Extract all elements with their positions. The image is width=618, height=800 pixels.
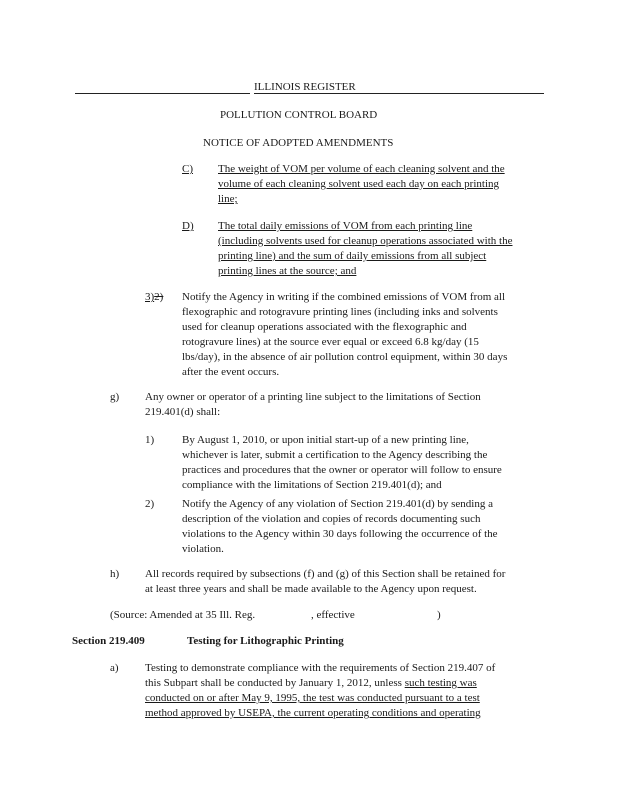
item-a-line-2 [145, 676, 477, 692]
register-title: ILLINOIS REGISTER [254, 81, 356, 93]
item-d-line-2: (including solvents used for cleanup operations associated with the [218, 235, 513, 247]
board-title: POLLUTION CONTROL BOARD [220, 109, 378, 121]
item-c-label: C) [182, 163, 193, 175]
item-3-line-4: rotogravure lines) at the source ever equal or exceed 6.8 kg/day (15 [182, 336, 479, 348]
item-3-line-3: used for cleanup operations associated with the flexographic and [182, 321, 467, 333]
item-d-line-3: printing line) and the sum of daily emissions from all subject [218, 250, 487, 262]
item-c-line-3: line; [218, 193, 238, 205]
item-a-line-3: conducted on or after May 9, 1995, the test was conducted pursuant to a test [145, 692, 480, 704]
item-3-label [145, 290, 163, 306]
item-g-line-1: Any owner or operator of a printing line subject to the limitations of Section [145, 391, 481, 403]
item-a-line-1: Testing to demonstrate compliance with the requirements of Section 219.407 of [145, 662, 496, 674]
section-title: Testing for Lithographic Printing [187, 635, 344, 647]
item-h-label: h) [110, 568, 120, 580]
section-number: Section 219.409 [72, 635, 145, 647]
item-h-line-1: All records required by subsections (f) and (g) of this Section shall be retained for [145, 568, 506, 580]
item-3-line-5: lbs/day), in the absence of air pollution control equipment, within 30 days [182, 351, 508, 363]
item-g1-line-3: practices and procedures that the owner or operator will follow to ensure [182, 464, 502, 476]
item-3-line-1: Notify the Agency in writing if the combined emissions of VOM from all [182, 291, 506, 303]
header-rule-right [254, 93, 544, 94]
item-g-line-2: 219.401(d) shall: [145, 406, 221, 418]
source-note-end: ) [437, 609, 441, 621]
header-rule-left [75, 93, 250, 94]
item-h-line-2: at least three years and shall be made available to the Agency upon request. [145, 583, 477, 595]
item-a-line-4: method approved by USEPA, the current operating conditions and operating [145, 707, 481, 719]
item-g2-line-3: violations to the Agency within 30 days following the occurrence of the [182, 528, 498, 540]
item-g2-line-1: Notify the Agency of any violation of Section 219.401(d) by sending a [182, 498, 493, 510]
item-a-label: a) [110, 662, 119, 674]
item-g1-line-4: compliance with the limitations of Section 219.401(d); and [182, 479, 442, 491]
item-3-line-2: flexographic and rotogravure printing lines (including inks and solvents [182, 306, 498, 318]
item-g1-label: 1) [145, 434, 155, 446]
item-a-line-2-plain: this Subpart shall be conducted by January 1, 2012, unless [145, 677, 405, 689]
item-g-label: g) [110, 391, 120, 403]
notice-title: NOTICE OF ADOPTED AMENDMENTS [203, 137, 394, 149]
source-note-start: (Source: Amended at 35 Ill. Reg. [110, 609, 256, 621]
item-a-line-2-inserted: such testing was [404, 677, 477, 689]
item-g2-line-2: description of the violation and copies of records documenting such [182, 513, 481, 525]
item-3-line-6: after the event occurs. [182, 366, 280, 378]
item-c-line-2: volume of each cleaning solvent used each day on each printing [218, 178, 500, 190]
item-d-label: D) [182, 220, 194, 232]
item-g1-line-2: whichever is later, submit a certification to the Agency describing the [182, 449, 488, 461]
item-g1-line-1: By August 1, 2010, or upon initial start-up of a new printing line, [182, 434, 469, 446]
item-c-line-1: The weight of VOM per volume of each cleaning solvent and the [218, 163, 505, 175]
source-note-effective: , effective [311, 609, 355, 621]
item-d-line-4: printing lines at the source; and [218, 265, 357, 277]
item-g2-line-4: violation. [182, 543, 224, 555]
item-3-label-new: 3) [145, 291, 155, 303]
item-g2-label: 2) [145, 498, 155, 510]
item-d-line-1: The total daily emissions of VOM from each printing line [218, 220, 473, 232]
item-3-label-old: 2) [154, 291, 164, 303]
